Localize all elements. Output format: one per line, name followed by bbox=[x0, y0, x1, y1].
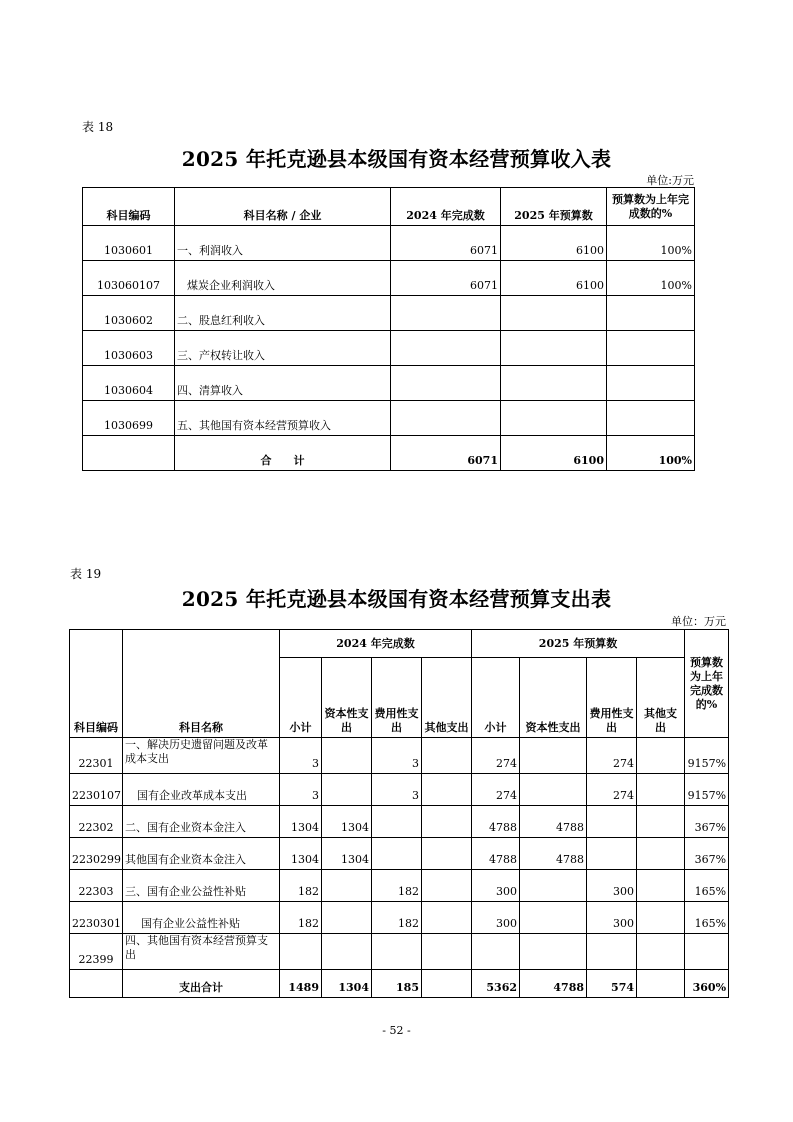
row-2025-subtotal: 300 bbox=[472, 870, 520, 902]
row-2025-capital: 4788 bbox=[520, 838, 587, 870]
row-budget bbox=[501, 401, 607, 436]
row-pct: 165% bbox=[685, 870, 729, 902]
row-2025-other bbox=[637, 838, 685, 870]
table-row bbox=[83, 366, 695, 401]
row-budget bbox=[501, 331, 607, 366]
header-code: 科目编码 bbox=[70, 630, 123, 738]
row-2025-fee bbox=[587, 838, 637, 870]
row-name: 一、解决历史遗留问题及改革成本支出 bbox=[123, 738, 280, 774]
header-2024-fee: 费用性支出 bbox=[372, 658, 422, 738]
row-2024-capital bbox=[322, 934, 372, 970]
row-2024-subtotal: 1304 bbox=[280, 838, 322, 870]
row-name: 二、国有企业资本金注入 bbox=[123, 806, 280, 838]
total-2024-other bbox=[422, 970, 472, 998]
row-2025-other bbox=[637, 774, 685, 806]
header-2024-group: 2024 年完成数 bbox=[280, 630, 472, 658]
row-pct bbox=[607, 296, 695, 331]
row-code: 1030602 bbox=[83, 296, 175, 331]
row-2024-fee: 3 bbox=[372, 738, 422, 774]
header-2025-fee: 费用性支出 bbox=[587, 658, 637, 738]
row-2025-capital: 4788 bbox=[520, 806, 587, 838]
row-2024-other bbox=[422, 738, 472, 774]
row-2025-other bbox=[637, 934, 685, 970]
header-2025-capital: 资本性支出 bbox=[520, 658, 587, 738]
row-name: 一、利润收入 bbox=[175, 226, 391, 261]
table18-label: 表 18 bbox=[82, 120, 114, 134]
row-2024-fee bbox=[372, 934, 422, 970]
row-name: 其他国有企业资本金注入 bbox=[123, 838, 280, 870]
total-done: 6071 bbox=[391, 436, 501, 471]
row-code: 2230107 bbox=[70, 774, 123, 806]
table-row bbox=[70, 838, 729, 870]
row-budget: 6100 bbox=[501, 261, 607, 296]
header-2024-other: 其他支出 bbox=[422, 658, 472, 738]
row-budget bbox=[501, 366, 607, 401]
row-2024-fee: 182 bbox=[372, 870, 422, 902]
header-2025-subtotal: 小计 bbox=[472, 658, 520, 738]
table18-unit: 单位:万元 bbox=[646, 174, 694, 187]
row-2024-subtotal: 182 bbox=[280, 870, 322, 902]
row-code: 22301 bbox=[70, 738, 123, 774]
page-number: - 52 - bbox=[382, 1024, 411, 1037]
table-row bbox=[83, 261, 695, 296]
row-name: 二、股息红利收入 bbox=[175, 296, 391, 331]
row-2025-other bbox=[637, 738, 685, 774]
row-2024-subtotal: 1304 bbox=[280, 806, 322, 838]
header-name: 科目名称 / 企业 bbox=[175, 188, 391, 226]
row-2024-capital bbox=[322, 774, 372, 806]
row-2024-fee: 182 bbox=[372, 902, 422, 934]
row-2025-subtotal: 300 bbox=[472, 902, 520, 934]
table18-title: 2025 年托克逊县本级国有资本经营预算收入表 bbox=[181, 147, 612, 171]
header-code: 科目编码 bbox=[83, 188, 175, 226]
table-row bbox=[70, 870, 729, 902]
row-2024-other bbox=[422, 870, 472, 902]
table-row bbox=[70, 934, 729, 970]
row-budget bbox=[501, 296, 607, 331]
header-2024-subtotal: 小计 bbox=[280, 658, 322, 738]
total-2025-capital: 4788 bbox=[520, 970, 587, 998]
row-pct: 367% bbox=[685, 806, 729, 838]
row-2024-fee bbox=[372, 806, 422, 838]
revenue-table bbox=[82, 187, 695, 471]
row-pct bbox=[607, 401, 695, 436]
header-2024-capital: 资本性支出 bbox=[322, 658, 372, 738]
table-row bbox=[70, 774, 729, 806]
row-done bbox=[391, 366, 501, 401]
row-2025-capital bbox=[520, 902, 587, 934]
row-name: 三、产权转让收入 bbox=[175, 331, 391, 366]
table-row bbox=[83, 401, 695, 436]
total-pct: 360% bbox=[685, 970, 729, 998]
header-2025-group: 2025 年预算数 bbox=[472, 630, 685, 658]
row-budget: 6100 bbox=[501, 226, 607, 261]
header-2024-done: 2024 年完成数 bbox=[391, 188, 501, 226]
row-code: 22399 bbox=[70, 934, 123, 970]
total-pct: 100% bbox=[607, 436, 695, 471]
row-2025-capital bbox=[520, 738, 587, 774]
row-code: 2230301 bbox=[70, 902, 123, 934]
total-label: 支出合计 bbox=[123, 970, 280, 998]
row-2024-capital bbox=[322, 902, 372, 934]
table-row bbox=[70, 738, 729, 774]
row-code: 22303 bbox=[70, 870, 123, 902]
row-2024-capital: 1304 bbox=[322, 806, 372, 838]
total-code bbox=[70, 970, 123, 998]
row-code: 1030699 bbox=[83, 401, 175, 436]
row-2024-subtotal: 182 bbox=[280, 902, 322, 934]
table19-unit: 单位：万元 bbox=[671, 615, 726, 628]
row-2024-capital: 1304 bbox=[322, 838, 372, 870]
row-done bbox=[391, 331, 501, 366]
total-2024-capital: 1304 bbox=[322, 970, 372, 998]
row-2024-other bbox=[422, 902, 472, 934]
row-pct: 9157% bbox=[685, 774, 729, 806]
total-row bbox=[83, 436, 695, 471]
expenditure-table bbox=[69, 629, 729, 998]
row-2024-fee: 3 bbox=[372, 774, 422, 806]
row-2025-fee: 274 bbox=[587, 738, 637, 774]
row-pct bbox=[607, 331, 695, 366]
row-pct: 367% bbox=[685, 838, 729, 870]
row-2025-fee bbox=[587, 934, 637, 970]
table19-title: 2025 年托克逊县本级国有资本经营预算支出表 bbox=[181, 587, 612, 611]
table-row bbox=[70, 902, 729, 934]
expenditure-header-row-1 bbox=[70, 630, 729, 658]
row-pct: 100% bbox=[607, 226, 695, 261]
row-name: 煤炭企业利润收入 bbox=[175, 261, 391, 296]
row-2024-other bbox=[422, 806, 472, 838]
row-2024-capital bbox=[322, 870, 372, 902]
row-pct: 9157% bbox=[685, 738, 729, 774]
total-label: 合 计 bbox=[175, 436, 391, 471]
row-pct: 165% bbox=[685, 902, 729, 934]
header-pct: 预算数为上年完成数的% bbox=[607, 188, 695, 226]
row-2024-fee bbox=[372, 838, 422, 870]
total-code bbox=[83, 436, 175, 471]
row-2024-subtotal: 3 bbox=[280, 738, 322, 774]
row-done: 6071 bbox=[391, 226, 501, 261]
table-row bbox=[70, 806, 729, 838]
row-2025-other bbox=[637, 902, 685, 934]
row-code: 103060107 bbox=[83, 261, 175, 296]
row-done: 6071 bbox=[391, 261, 501, 296]
total-budget: 6100 bbox=[501, 436, 607, 471]
row-2025-capital bbox=[520, 934, 587, 970]
row-name: 四、其他国有资本经营预算支出 bbox=[123, 934, 280, 970]
row-pct bbox=[607, 366, 695, 401]
total-2024-subtotal: 1489 bbox=[280, 970, 322, 998]
header-2025-budget: 2025 年预算数 bbox=[501, 188, 607, 226]
header-name: 科目名称 bbox=[123, 630, 280, 738]
total-2025-fee: 574 bbox=[587, 970, 637, 998]
total-2025-subtotal: 5362 bbox=[472, 970, 520, 998]
row-2025-other bbox=[637, 870, 685, 902]
total-2025-other bbox=[637, 970, 685, 998]
row-name: 五、其他国有资本经营预算收入 bbox=[175, 401, 391, 436]
table-row bbox=[83, 296, 695, 331]
row-2025-subtotal: 274 bbox=[472, 774, 520, 806]
row-2025-fee: 300 bbox=[587, 870, 637, 902]
row-2024-subtotal: 3 bbox=[280, 774, 322, 806]
row-2025-capital bbox=[520, 870, 587, 902]
row-2024-other bbox=[422, 934, 472, 970]
total-row bbox=[70, 970, 729, 998]
row-code: 1030603 bbox=[83, 331, 175, 366]
row-2025-subtotal: 4788 bbox=[472, 806, 520, 838]
row-name: 国有企业改革成本支出 bbox=[123, 774, 280, 806]
row-2025-subtotal bbox=[472, 934, 520, 970]
total-2024-fee: 185 bbox=[372, 970, 422, 998]
row-pct: 100% bbox=[607, 261, 695, 296]
row-2025-capital bbox=[520, 774, 587, 806]
row-name: 三、国有企业公益性补贴 bbox=[123, 870, 280, 902]
row-2025-fee bbox=[587, 806, 637, 838]
row-2025-other bbox=[637, 806, 685, 838]
row-name: 四、清算收入 bbox=[175, 366, 391, 401]
table-row bbox=[83, 331, 695, 366]
header-2025-other: 其他支出 bbox=[637, 658, 685, 738]
row-2025-subtotal: 4788 bbox=[472, 838, 520, 870]
row-2025-fee: 300 bbox=[587, 902, 637, 934]
revenue-header-row bbox=[83, 188, 695, 226]
row-2025-fee: 274 bbox=[587, 774, 637, 806]
row-2024-capital bbox=[322, 738, 372, 774]
row-code: 22302 bbox=[70, 806, 123, 838]
row-code: 2230299 bbox=[70, 838, 123, 870]
row-name: 国有企业公益性补贴 bbox=[123, 902, 280, 934]
row-pct bbox=[685, 934, 729, 970]
row-2024-subtotal bbox=[280, 934, 322, 970]
row-done bbox=[391, 296, 501, 331]
row-code: 1030604 bbox=[83, 366, 175, 401]
table19-label: 表 19 bbox=[70, 567, 102, 581]
row-2024-other bbox=[422, 838, 472, 870]
table-row bbox=[83, 226, 695, 261]
header-pct: 预算数为上年完成数的% bbox=[685, 630, 729, 738]
row-2025-subtotal: 274 bbox=[472, 738, 520, 774]
row-2024-other bbox=[422, 774, 472, 806]
row-code: 1030601 bbox=[83, 226, 175, 261]
row-done bbox=[391, 401, 501, 436]
